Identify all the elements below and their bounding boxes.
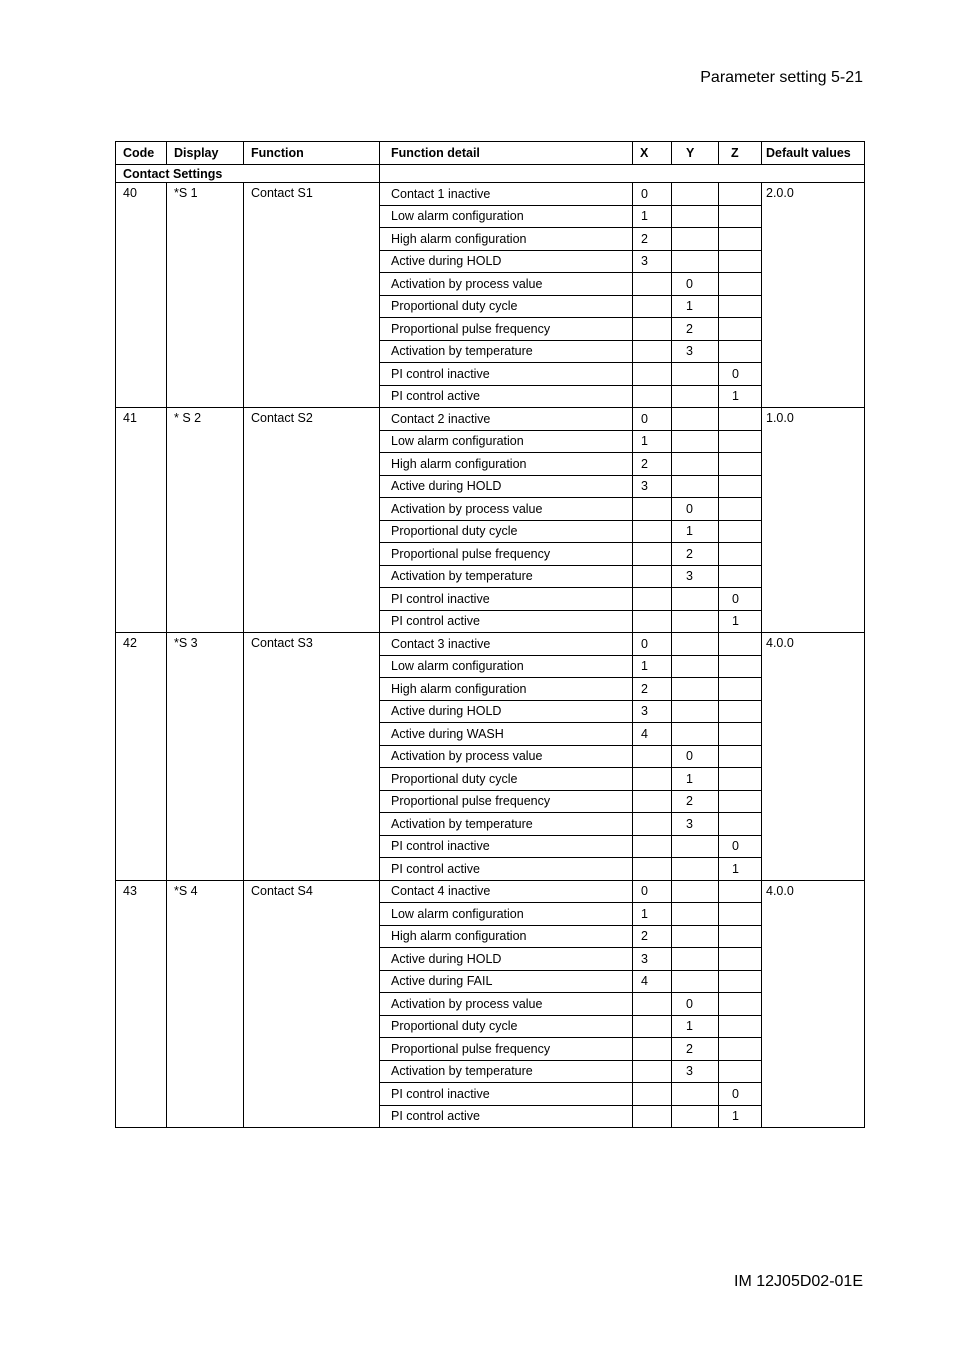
- function-detail-cell: Activation by temperature: [380, 565, 633, 588]
- display-cell: * S 2: [167, 408, 244, 633]
- x-value-cell: [633, 993, 672, 1016]
- y-value-cell: 2: [672, 318, 719, 341]
- x-value-cell: [633, 385, 672, 408]
- function-detail-cell: PI control inactive: [380, 835, 633, 858]
- function-detail-cell: Proportional duty cycle: [380, 1015, 633, 1038]
- table-row: [116, 183, 865, 206]
- y-value-cell: 0: [672, 993, 719, 1016]
- x-value-cell: 0: [633, 183, 672, 206]
- function-detail-cell: Proportional pulse frequency: [380, 543, 633, 566]
- y-value-cell: 0: [672, 273, 719, 296]
- z-value-cell: [719, 970, 762, 993]
- z-value-cell: 1: [719, 1105, 762, 1128]
- table-header-row: [116, 142, 865, 165]
- z-value-cell: 0: [719, 1083, 762, 1106]
- code-cell: 40: [116, 183, 167, 408]
- table-row: [116, 633, 865, 656]
- y-value-cell: 1: [672, 768, 719, 791]
- z-value-cell: [719, 318, 762, 341]
- y-value-cell: 3: [672, 340, 719, 363]
- z-value-cell: [719, 543, 762, 566]
- default-value-cell: 2.0.0: [762, 183, 865, 408]
- function-detail-cell: Activation by process value: [380, 993, 633, 1016]
- z-value-cell: [719, 205, 762, 228]
- table-row: [116, 880, 865, 903]
- function-detail-cell: PI control active: [380, 1105, 633, 1128]
- x-value-cell: [633, 340, 672, 363]
- function-detail-cell: Active during WASH: [380, 723, 633, 746]
- z-value-cell: [719, 993, 762, 1016]
- z-value-cell: [719, 723, 762, 746]
- y-value-cell: 2: [672, 1038, 719, 1061]
- z-value-cell: [719, 228, 762, 251]
- function-detail-cell: Proportional pulse frequency: [380, 1038, 633, 1061]
- function-detail-cell: PI control inactive: [380, 1083, 633, 1106]
- section-title: Contact Settings: [116, 165, 380, 183]
- z-value-cell: [719, 273, 762, 296]
- x-value-cell: 2: [633, 228, 672, 251]
- x-value-cell: [633, 1105, 672, 1128]
- x-value-cell: [633, 1038, 672, 1061]
- y-value-cell: [672, 610, 719, 633]
- x-value-cell: [633, 790, 672, 813]
- function-detail-cell: Activation by temperature: [380, 813, 633, 836]
- x-value-cell: [633, 588, 672, 611]
- function-detail-cell: Activation by temperature: [380, 340, 633, 363]
- x-value-cell: 3: [633, 475, 672, 498]
- z-value-cell: [719, 408, 762, 431]
- function-detail-cell: PI control inactive: [380, 363, 633, 386]
- column-header-display: Display: [167, 142, 244, 165]
- x-value-cell: 1: [633, 205, 672, 228]
- x-value-cell: [633, 363, 672, 386]
- function-detail-cell: Activation by process value: [380, 745, 633, 768]
- x-value-cell: [633, 610, 672, 633]
- y-value-cell: 1: [672, 1015, 719, 1038]
- function-detail-cell: PI control inactive: [380, 588, 633, 611]
- y-value-cell: [672, 633, 719, 656]
- display-cell: *S 3: [167, 633, 244, 881]
- function-detail-cell: Proportional pulse frequency: [380, 318, 633, 341]
- function-detail-cell: Proportional duty cycle: [380, 520, 633, 543]
- default-value-cell: 4.0.0: [762, 633, 865, 881]
- column-header-function-detail: Function detail: [380, 142, 633, 165]
- function-detail-cell: Contact 4 inactive: [380, 880, 633, 903]
- x-value-cell: 0: [633, 880, 672, 903]
- y-value-cell: [672, 948, 719, 971]
- x-value-cell: [633, 835, 672, 858]
- column-header-z: Z: [719, 142, 762, 165]
- x-value-cell: [633, 543, 672, 566]
- z-value-cell: [719, 1015, 762, 1038]
- y-value-cell: 2: [672, 543, 719, 566]
- y-value-cell: [672, 678, 719, 701]
- z-value-cell: [719, 678, 762, 701]
- z-value-cell: [719, 250, 762, 273]
- column-header-y: Y: [672, 142, 719, 165]
- function-detail-cell: Low alarm configuration: [380, 205, 633, 228]
- x-value-cell: 1: [633, 430, 672, 453]
- z-value-cell: [719, 948, 762, 971]
- function-detail-cell: PI control active: [380, 858, 633, 881]
- y-value-cell: 0: [672, 498, 719, 521]
- z-value-cell: [719, 790, 762, 813]
- y-value-cell: [672, 408, 719, 431]
- z-value-cell: [719, 340, 762, 363]
- x-value-cell: 4: [633, 723, 672, 746]
- z-value-cell: [719, 768, 762, 791]
- function-detail-cell: Contact 3 inactive: [380, 633, 633, 656]
- page-footer: IM 12J05D02-01E: [734, 1273, 863, 1290]
- default-value-cell: 4.0.0: [762, 880, 865, 1128]
- x-value-cell: 0: [633, 633, 672, 656]
- x-value-cell: [633, 565, 672, 588]
- y-value-cell: [672, 1105, 719, 1128]
- x-value-cell: 1: [633, 655, 672, 678]
- z-value-cell: [719, 430, 762, 453]
- y-value-cell: [672, 228, 719, 251]
- section-blank: [380, 165, 865, 183]
- z-value-cell: [719, 453, 762, 476]
- function-cell: Contact S3: [244, 633, 380, 881]
- z-value-cell: [719, 633, 762, 656]
- function-detail-cell: Activation by process value: [380, 273, 633, 296]
- x-value-cell: [633, 318, 672, 341]
- column-header-code: Code: [116, 142, 167, 165]
- y-value-cell: [672, 925, 719, 948]
- z-value-cell: [719, 925, 762, 948]
- x-value-cell: 2: [633, 678, 672, 701]
- code-cell: 42: [116, 633, 167, 881]
- z-value-cell: [719, 655, 762, 678]
- function-detail-cell: High alarm configuration: [380, 228, 633, 251]
- function-detail-cell: Contact 2 inactive: [380, 408, 633, 431]
- y-value-cell: [672, 205, 719, 228]
- y-value-cell: 3: [672, 1060, 719, 1083]
- y-value-cell: [672, 880, 719, 903]
- column-header-x: X: [633, 142, 672, 165]
- z-value-cell: [719, 183, 762, 206]
- x-value-cell: [633, 295, 672, 318]
- z-value-cell: 1: [719, 610, 762, 633]
- table-row: [116, 408, 865, 431]
- z-value-cell: [719, 520, 762, 543]
- x-value-cell: [633, 498, 672, 521]
- y-value-cell: [672, 700, 719, 723]
- function-cell: Contact S4: [244, 880, 380, 1128]
- contact-settings-table: [115, 141, 865, 1128]
- x-value-cell: 3: [633, 250, 672, 273]
- z-value-cell: [719, 700, 762, 723]
- z-value-cell: [719, 880, 762, 903]
- y-value-cell: 1: [672, 520, 719, 543]
- x-value-cell: [633, 813, 672, 836]
- function-detail-cell: Active during HOLD: [380, 948, 633, 971]
- section-row: [116, 165, 865, 183]
- x-value-cell: 3: [633, 700, 672, 723]
- x-value-cell: 4: [633, 970, 672, 993]
- y-value-cell: [672, 588, 719, 611]
- function-detail-cell: Activation by temperature: [380, 1060, 633, 1083]
- z-value-cell: [719, 1060, 762, 1083]
- y-value-cell: [672, 363, 719, 386]
- y-value-cell: [672, 858, 719, 881]
- function-detail-cell: PI control active: [380, 385, 633, 408]
- x-value-cell: [633, 1060, 672, 1083]
- function-detail-cell: Active during HOLD: [380, 250, 633, 273]
- z-value-cell: [719, 745, 762, 768]
- function-detail-cell: PI control active: [380, 610, 633, 633]
- code-cell: 41: [116, 408, 167, 633]
- x-value-cell: 0: [633, 408, 672, 431]
- x-value-cell: 3: [633, 948, 672, 971]
- x-value-cell: 2: [633, 925, 672, 948]
- y-value-cell: [672, 475, 719, 498]
- function-detail-cell: Proportional pulse frequency: [380, 790, 633, 813]
- x-value-cell: [633, 1015, 672, 1038]
- function-detail-cell: Low alarm configuration: [380, 430, 633, 453]
- function-detail-cell: Active during HOLD: [380, 700, 633, 723]
- y-value-cell: [672, 183, 719, 206]
- function-detail-cell: Low alarm configuration: [380, 655, 633, 678]
- function-detail-cell: High alarm configuration: [380, 678, 633, 701]
- y-value-cell: [672, 430, 719, 453]
- z-value-cell: 0: [719, 835, 762, 858]
- function-detail-cell: Active during HOLD: [380, 475, 633, 498]
- y-value-cell: 1: [672, 295, 719, 318]
- function-detail-cell: Activation by process value: [380, 498, 633, 521]
- z-value-cell: 1: [719, 858, 762, 881]
- column-header-function: Function: [244, 142, 380, 165]
- x-value-cell: [633, 858, 672, 881]
- z-value-cell: [719, 498, 762, 521]
- z-value-cell: 1: [719, 385, 762, 408]
- x-value-cell: [633, 520, 672, 543]
- z-value-cell: [719, 295, 762, 318]
- function-cell: Contact S2: [244, 408, 380, 633]
- function-detail-cell: Proportional duty cycle: [380, 295, 633, 318]
- z-value-cell: [719, 565, 762, 588]
- y-value-cell: 3: [672, 813, 719, 836]
- x-value-cell: [633, 1083, 672, 1106]
- y-value-cell: [672, 655, 719, 678]
- page-header: Parameter setting 5-21: [700, 69, 863, 86]
- y-value-cell: 2: [672, 790, 719, 813]
- column-header-default-values: Default values: [762, 142, 865, 165]
- function-detail-cell: High alarm configuration: [380, 925, 633, 948]
- z-value-cell: 0: [719, 363, 762, 386]
- y-value-cell: [672, 903, 719, 926]
- y-value-cell: [672, 723, 719, 746]
- code-cell: 43: [116, 880, 167, 1128]
- y-value-cell: [672, 970, 719, 993]
- z-value-cell: [719, 903, 762, 926]
- function-detail-cell: Proportional duty cycle: [380, 768, 633, 791]
- y-value-cell: [672, 835, 719, 858]
- x-value-cell: [633, 768, 672, 791]
- function-detail-cell: Active during FAIL: [380, 970, 633, 993]
- x-value-cell: 2: [633, 453, 672, 476]
- function-detail-cell: Contact 1 inactive: [380, 183, 633, 206]
- y-value-cell: 3: [672, 565, 719, 588]
- display-cell: *S 1: [167, 183, 244, 408]
- z-value-cell: 0: [719, 588, 762, 611]
- default-value-cell: 1.0.0: [762, 408, 865, 633]
- x-value-cell: [633, 745, 672, 768]
- x-value-cell: [633, 273, 672, 296]
- x-value-cell: 1: [633, 903, 672, 926]
- function-detail-cell: High alarm configuration: [380, 453, 633, 476]
- y-value-cell: [672, 453, 719, 476]
- function-cell: Contact S1: [244, 183, 380, 408]
- y-value-cell: [672, 250, 719, 273]
- y-value-cell: [672, 1083, 719, 1106]
- display-cell: *S 4: [167, 880, 244, 1128]
- z-value-cell: [719, 1038, 762, 1061]
- z-value-cell: [719, 475, 762, 498]
- y-value-cell: 0: [672, 745, 719, 768]
- y-value-cell: [672, 385, 719, 408]
- function-detail-cell: Low alarm configuration: [380, 903, 633, 926]
- z-value-cell: [719, 813, 762, 836]
- table-body: [116, 165, 865, 1128]
